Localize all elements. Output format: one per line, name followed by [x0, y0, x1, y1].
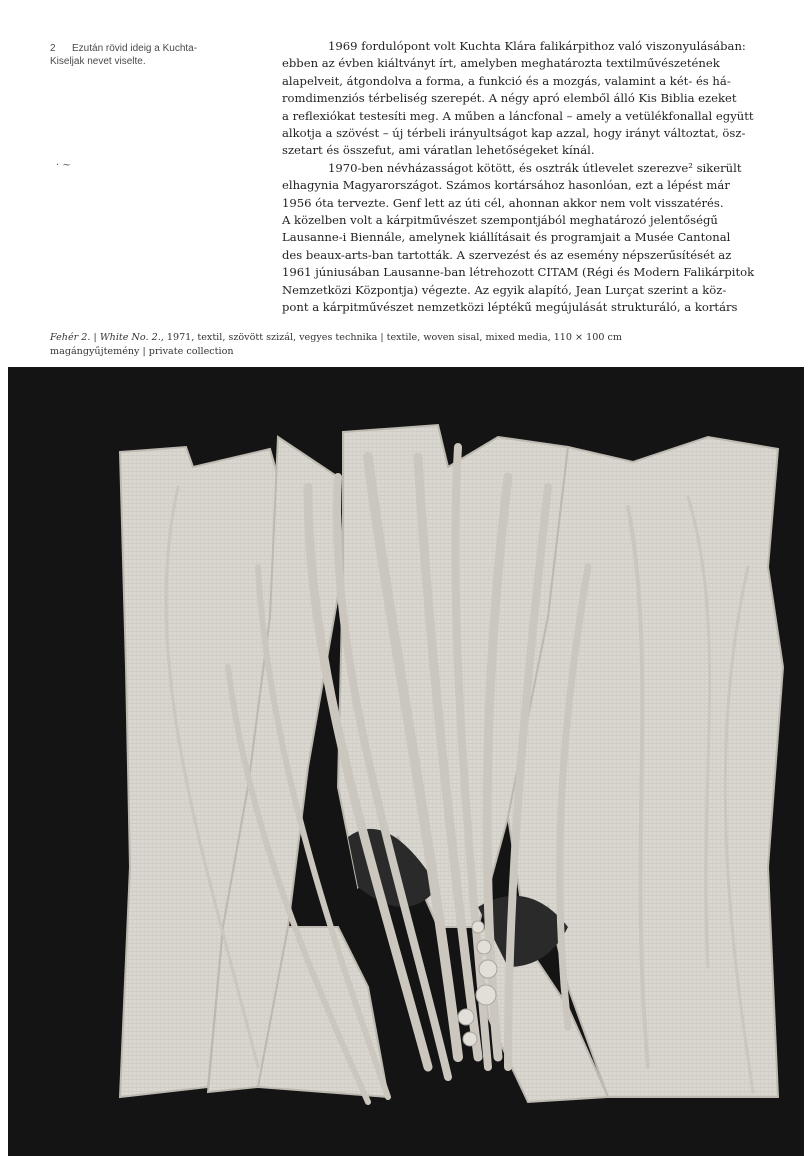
caption-line-1 — [50, 331, 790, 345]
body-line: a reflexiókat testesíti meg. A műben a láncfonal – amely a vetülékfonallal együtt — [282, 108, 754, 123]
body-line: ebben az évben kiáltványt írt, amelyben meghatározta textilművészetének — [282, 56, 720, 71]
textile-illustration — [8, 367, 804, 1156]
body-line: 1961 júniusában Lausanne-ban létrehozott CITAM (Régi és Modern Falikárpitok — [282, 265, 755, 280]
figure-caption — [50, 331, 790, 359]
caption-details: , 1971, textil, szövött szizál, vegyes technika | textile, woven sisal, mixed media, 110 × 100 cm — [160, 332, 622, 343]
caption-title-en: White No. 2. — [99, 332, 161, 343]
footnote-line-2: Kiseljak nevet viselte. — [50, 56, 146, 67]
artwork-photo — [8, 367, 804, 1156]
stray-mark: · ~ — [56, 160, 71, 171]
caption-title: Fehér 2. — [50, 332, 91, 343]
body-line: des beaux-arts-ban tartották. A szervezést és az esemény népszerűsítését az — [282, 247, 732, 262]
footnote-number: 2 — [50, 43, 56, 54]
bead — [477, 940, 491, 954]
body-line: Lausanne-i Biennále, amelynek kiállításait és programjait a Musée Cantonal — [282, 230, 731, 245]
body-line: 1956 óta tervezte. Genf lett az úti cél, ahonnan akkor nem volt visszatérés. — [282, 195, 724, 210]
bead — [479, 960, 497, 978]
bead — [476, 985, 496, 1005]
body-text — [282, 38, 784, 317]
body-line: szetart és összefut, ami váratlan lehetőségeket kínál. — [282, 143, 595, 158]
caption-line-2: magángyűjtemény | private collection — [50, 346, 234, 357]
bead — [458, 1009, 474, 1025]
body-line: A közelben volt a kárpitművészet szempontjából meghatározó jelentőségű — [282, 213, 718, 228]
bead — [463, 1032, 477, 1046]
body-line: romdimenziós térbeliség szerepét. A négy apró elemből álló Kis Biblia ezeket — [282, 91, 737, 106]
body-line: alkotja a szövést – új térbeli irányultságot kap azzal, hogy irányt változtat, ösz- — [282, 126, 746, 141]
caption-separator: | — [90, 332, 100, 343]
body-line: pont a kárpitművészet nemzetközi léptékű megújulását strukturáló, a kortárs — [282, 300, 738, 315]
body-line: Nemzetközi Központja) végezte. Az egyik alapító, Jean Lurçat szerint a köz- — [282, 282, 727, 297]
footnote-line-1: Ezután rövid ideig a Kuchta- — [72, 43, 198, 54]
bead — [472, 921, 484, 933]
body-line: 1970-ben névházasságot kötött, és osztrák útlevelet szerezve² sikerült — [328, 160, 742, 175]
body-line: 1969 fordulópont volt Kuchta Klára falikárpithoz való viszonyulásában: — [328, 39, 746, 53]
footnote — [50, 42, 250, 68]
body-line: alapelveit, átgondolva a forma, a funkció és a mozgás, valamint a két- és há- — [282, 73, 731, 88]
body-line: elhagynia Magyarországot. Számos kortársához hasonlóan, ezt a lépést már — [282, 178, 730, 193]
